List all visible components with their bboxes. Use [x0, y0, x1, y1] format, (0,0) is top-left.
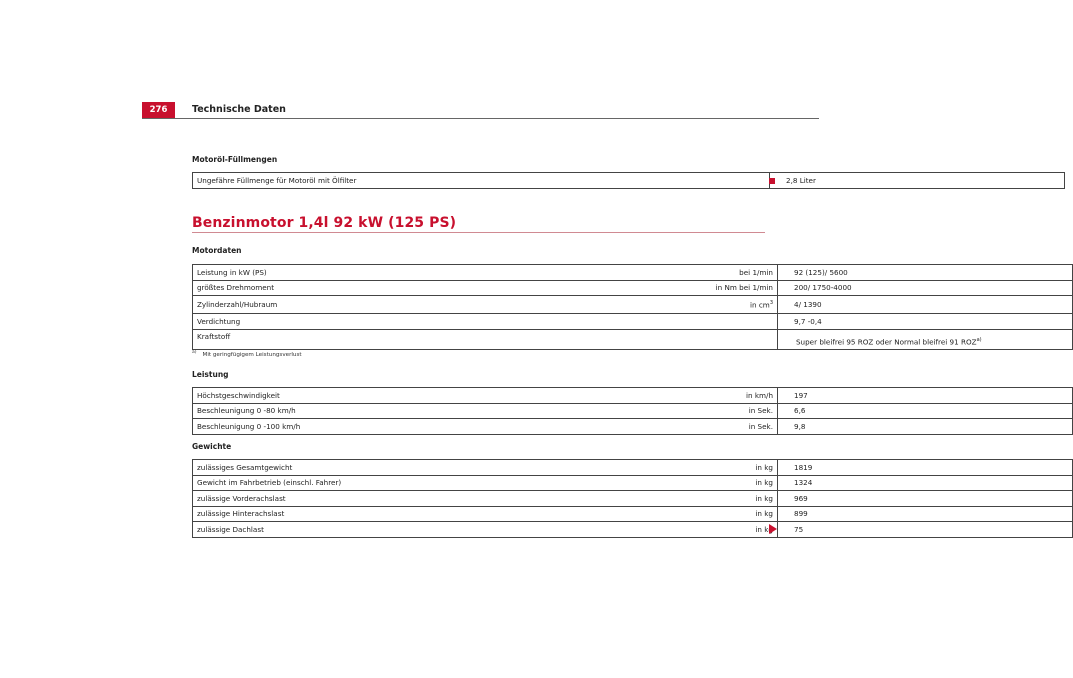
- table-row: [193, 522, 1073, 538]
- table-cell-value: 9,7 -0,4: [778, 314, 1073, 330]
- footnote-text: Mit geringfügigem Leistungsverlust: [202, 351, 302, 358]
- table-cell-label: zulässige Hinterachslast: [193, 506, 490, 522]
- gewichte-section-label: Gewichte: [192, 442, 232, 451]
- table-cell-value: 899: [778, 506, 1073, 522]
- table-cell-value: [778, 329, 1073, 349]
- table-cell-unit: in Sek.: [489, 419, 778, 435]
- table-row: [193, 280, 1073, 296]
- table-cell-value: 75: [778, 522, 1073, 538]
- table-row: [193, 403, 1073, 419]
- table-row: [193, 460, 1073, 476]
- table-cell-value: 197: [778, 388, 1073, 404]
- table-cell-label: Zylinderzahl/Hubraum: [193, 296, 490, 314]
- heading-divider: [192, 232, 765, 233]
- engine-heading: Benzinmotor 1,4l 92 kW (125 PS): [192, 215, 457, 231]
- table-row: [193, 491, 1073, 507]
- leistung-table: [192, 387, 1073, 435]
- motordaten-table: [192, 264, 1073, 350]
- table-cell-label: Verdichtung: [193, 314, 490, 330]
- oil-table: [192, 172, 1065, 189]
- unit-text: in cm: [750, 300, 770, 310]
- gewichte-table: [192, 459, 1073, 538]
- table-row: [193, 296, 1073, 314]
- footnote-marker: a): [192, 350, 197, 355]
- table-row: [193, 173, 1065, 189]
- motordaten-section-label: Motordaten: [192, 246, 242, 255]
- table-cell-unit: [489, 296, 778, 314]
- table-cell-unit: [489, 329, 778, 349]
- table-cell-label: zulässige Vorderachslast: [193, 491, 490, 507]
- unit-superscript: 3: [769, 299, 773, 306]
- table-cell-label: zulässige Dachlast: [193, 522, 490, 538]
- end-of-section-square-icon: [769, 178, 775, 184]
- table-cell-unit: [489, 314, 778, 330]
- table-cell-value: 200/ 1750-4000: [778, 280, 1073, 296]
- table-cell-label: zulässiges Gesamtgewicht: [193, 460, 490, 476]
- table-cell-value: 92 (125)/ 5600: [778, 265, 1073, 281]
- table-cell-label: Beschleunigung 0 -80 km/h: [193, 403, 490, 419]
- table-cell-value: 6,6: [778, 403, 1073, 419]
- fuel-value-text: Super bleifrei 95 ROZ oder Normal bleifrei 91 ROZ: [796, 337, 977, 347]
- page-header-title: Technische Daten: [192, 104, 286, 115]
- table-row: [193, 329, 1073, 349]
- footnote-reference: a): [976, 337, 982, 344]
- table-cell-label: Höchstgeschwindigkeit: [193, 388, 490, 404]
- table-row: [193, 388, 1073, 404]
- table-cell-unit: in kg: [489, 506, 778, 522]
- table-row: [193, 265, 1073, 281]
- next-page-arrow-icon[interactable]: [769, 524, 777, 534]
- table-cell-label: Kraftstoff: [193, 329, 490, 349]
- table-cell-label: Leistung in kW (PS): [193, 265, 490, 281]
- table-row: [193, 506, 1073, 522]
- oil-section-label: Motoröl-Füllmengen: [192, 155, 278, 164]
- footnote: [192, 350, 302, 358]
- header-divider: [142, 118, 819, 119]
- table-cell-value: 1819: [778, 460, 1073, 476]
- table-cell-value: 969: [778, 491, 1073, 507]
- table-cell-unit: in Sek.: [489, 403, 778, 419]
- table-cell-unit: in kg: [489, 522, 778, 538]
- table-row: [193, 314, 1073, 330]
- page-number: 276: [142, 102, 175, 118]
- leistung-section-label: Leistung: [192, 370, 229, 379]
- table-row: [193, 419, 1073, 435]
- table-cell-unit: in Nm bei 1/min: [489, 280, 778, 296]
- table-cell-label: größtes Drehmoment: [193, 280, 490, 296]
- table-row: [193, 475, 1073, 491]
- table-cell-label: Gewicht im Fahrbetrieb (einschl. Fahrer): [193, 475, 490, 491]
- table-cell-value: 4/ 1390: [778, 296, 1073, 314]
- table-cell-label: Beschleunigung 0 -100 km/h: [193, 419, 490, 435]
- table-cell-unit: in kg: [489, 491, 778, 507]
- table-cell-unit: in km/h: [489, 388, 778, 404]
- table-cell-unit: in kg: [489, 475, 778, 491]
- table-cell-value: 2,8 Liter: [770, 173, 1065, 189]
- table-cell-value: 9,8: [778, 419, 1073, 435]
- table-cell-label: Ungefähre Füllmenge für Motoröl mit Ölfilter: [193, 173, 770, 189]
- table-cell-value: 1324: [778, 475, 1073, 491]
- table-cell-unit: bei 1/min: [489, 265, 778, 281]
- table-cell-unit: in kg: [489, 460, 778, 476]
